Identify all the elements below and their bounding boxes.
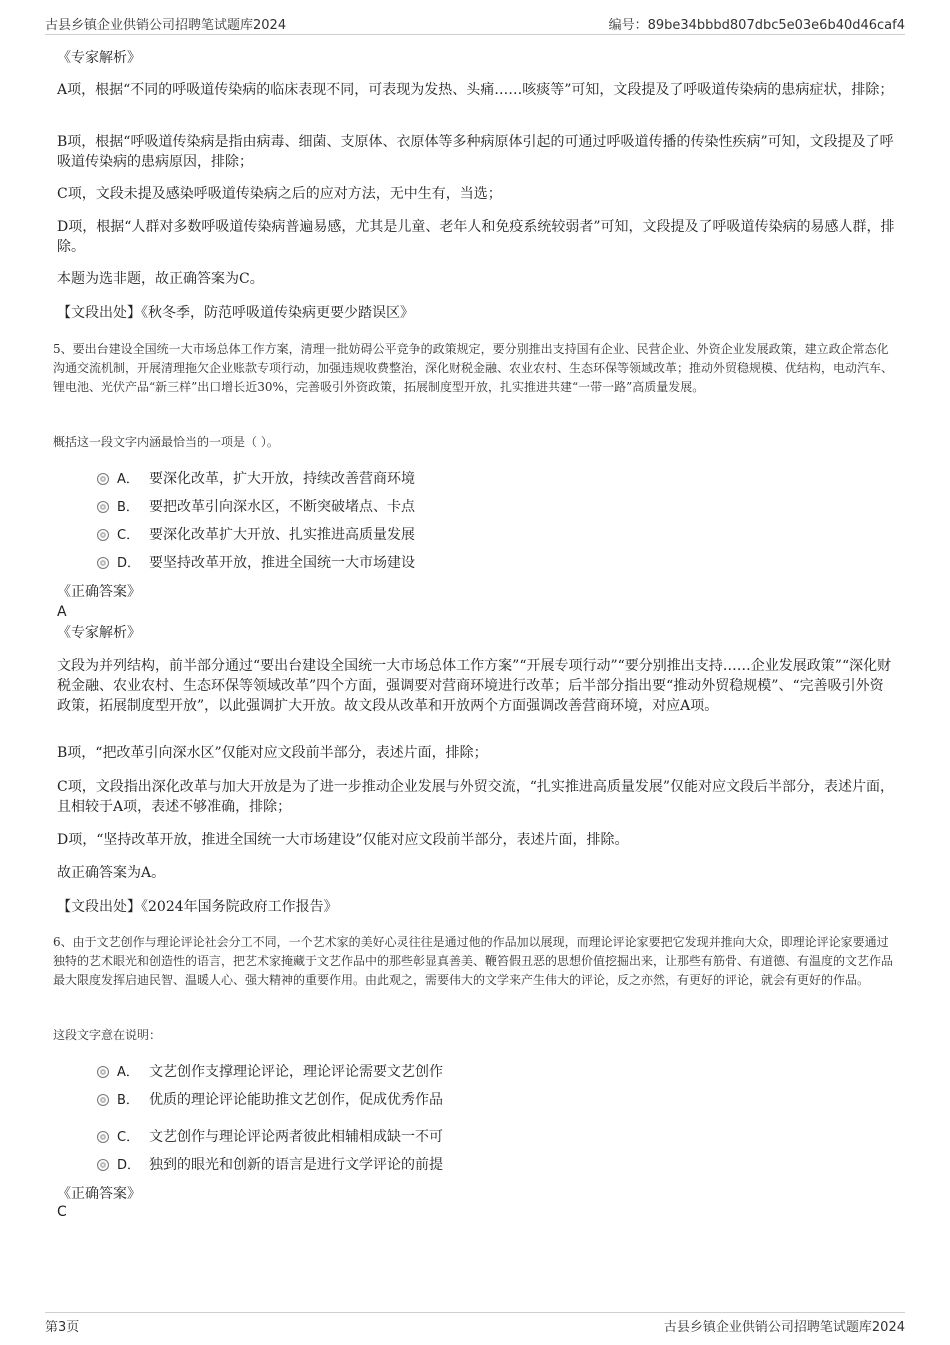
q6-question: 这段文字意在说明： bbox=[53, 1028, 162, 1042]
radio-icon[interactable] bbox=[97, 529, 109, 541]
q6-option-a[interactable] bbox=[97, 1062, 443, 1083]
q5-answer-label: 《正确答案》 bbox=[57, 584, 141, 600]
option-letter: B． bbox=[117, 1093, 139, 1108]
option-letter: C． bbox=[117, 1130, 140, 1145]
q4-analysis-label: 《专家解析》 bbox=[57, 50, 141, 66]
q5-question: 概括这一段文字内涵最恰当的一项是（ ）。 bbox=[53, 435, 279, 449]
option-text: 要把改革引向深水区，不断突破堵点、卡点 bbox=[149, 499, 415, 515]
q6-option-d[interactable] bbox=[97, 1155, 443, 1176]
option-text: 文艺创作支撑理论评论，理论评论需要文艺创作 bbox=[149, 1064, 443, 1080]
q6-answer: C bbox=[57, 1204, 67, 1220]
q5-answer: A bbox=[57, 604, 67, 620]
q4-analysis-b: B项，根据“呼吸道传染病是指由病毒、细菌、支原体、衣原体等多种病原体引起的可通过呼吸道传播的传染性疾病”可知，文段提及了呼吸道传染病的患病原因，排除； bbox=[57, 134, 894, 170]
option-text: 独到的眼光和创新的语言是进行文学评论的前提 bbox=[149, 1157, 443, 1173]
radio-icon[interactable] bbox=[97, 1131, 109, 1143]
q5-option-c[interactable] bbox=[97, 525, 415, 546]
q5-option-d[interactable] bbox=[97, 553, 415, 574]
option-text: 文艺创作与理论评论两者彼此相辅相成缺一不可 bbox=[149, 1129, 443, 1145]
footer-title: 古县乡镇企业供销公司招聘笔试题库2024 bbox=[663, 1320, 905, 1335]
option-text: 要深化改革扩大开放、扎实推进高质量发展 bbox=[149, 527, 415, 543]
q5-analysis-d: D项，“坚持改革开放，推进全国统一大市场建设”仅能对应文段前半部分，表述片面，排除。 bbox=[57, 832, 629, 848]
page-header bbox=[45, 14, 905, 35]
option-text: 要坚持改革开放，推进全国统一大市场建设 bbox=[149, 555, 415, 571]
radio-icon[interactable] bbox=[97, 1094, 109, 1106]
q4-analysis-c: C项，文段未提及感染呼吸道传染病之后的应对方法，无中生有，当选； bbox=[57, 186, 502, 202]
option-letter: D． bbox=[117, 556, 141, 571]
q5-analysis: 文段为并列结构，前半部分通过“要出台建设全国统一大市场总体工作方案”“开展专项行动”“要分别推出支持……企业发展政策”“深化财税金融、农业农村、生态环保等领域改革”四个方面，强调要对营商环境进行改革；后半部分指出要“推动外贸稳规模”、“完善吸引外资政策，拓展制度型开放”，以此强调扩大开放。故文段从改革和开放两个方面强调改善营商环境，对应A项。 bbox=[57, 658, 892, 714]
header-title: 古县乡镇企业供销公司招聘笔试题库2024 bbox=[45, 18, 287, 33]
header-code: 编号：89be34bbbd807dbc5e03e6b40d46caf4 bbox=[608, 18, 905, 33]
option-text: 优质的理论评论能助推文艺创作，促成优秀作品 bbox=[149, 1092, 443, 1108]
option-letter: A． bbox=[117, 472, 139, 487]
q5-stem: 5、要出台建设全国统一大市场总体工作方案，清理一批妨碍公平竞争的政策规定，要分别推出支持国有企业、民营企业、外资企业发展政策，建立政企常态化沟通交流机制，开展清理拖欠企业账款专项行动，加强违规收费整治，深化财税金融、农业农村、生态环保等领域改革；推动外贸稳规模、优结构，电动汽车、锂电池、光伏产品“新三样”出口增长近30%，完善吸引外资政策，拓展制度型开放，扎实推进共建“一带一路”高质量发展。 bbox=[53, 342, 894, 394]
radio-icon[interactable] bbox=[97, 557, 109, 569]
q6-option-c[interactable] bbox=[97, 1127, 443, 1148]
option-letter: D． bbox=[117, 1158, 141, 1173]
option-text: 要深化改革，扩大开放，持续改善营商环境 bbox=[149, 471, 415, 487]
q6-stem: 6、由于文艺创作与理论评论社会分工不同，一个艺术家的美好心灵往往是通过他的作品加以展现，而理论评论家要把它发现并推向大众，即理论评论家要通过独特的艺术眼光和创造性的语言，把艺术家掩藏于文艺作品中的那些彰显真善美、鞭笞假丑恶的思想价值挖掘出来，让那些有筋骨、有道德、有温度的文艺作品最大限度发挥启迪民智、温暖人心、强大精神的重要作用。由此观之，需要伟大的文学来产生伟大的评论，反之亦然，有更好的评论，就会有更好的作品。 bbox=[53, 935, 894, 987]
q4-source: 【文段出处】《秋冬季，防范呼吸道传染病更要少踏误区》 bbox=[57, 305, 414, 321]
radio-icon[interactable] bbox=[97, 501, 109, 513]
q5-conclusion: 故正确答案为A。 bbox=[57, 865, 166, 881]
q4-analysis-a: A项，根据“不同的呼吸道传染病的临床表现不同，可表现为发热、头痛……咳痰等”可知，文段提及了呼吸道传染病的患病症状，排除； bbox=[57, 82, 894, 98]
q6-answer-label: 《正确答案》 bbox=[57, 1186, 141, 1202]
footer-page-number: 第3页 bbox=[45, 1320, 80, 1335]
option-letter: C． bbox=[117, 528, 140, 543]
q4-conclusion: 本题为选非题，故正确答案为C。 bbox=[57, 271, 264, 287]
radio-icon[interactable] bbox=[97, 1159, 109, 1171]
q5-option-b[interactable] bbox=[97, 497, 415, 518]
option-letter: A． bbox=[117, 1065, 139, 1080]
option-letter: B． bbox=[117, 500, 139, 515]
radio-icon[interactable] bbox=[97, 473, 109, 485]
q5-analysis-label: 《专家解析》 bbox=[57, 625, 141, 641]
q5-analysis-c: C项，文段指出深化改革与加大开放是为了进一步推动企业发展与外贸交流，“扎实推进高质量发展”仅能对应文段后半部分，表述片面，且相较于A项，表述不够准确，排除； bbox=[57, 779, 895, 815]
q6-option-b[interactable] bbox=[97, 1090, 443, 1111]
q5-source: 【文段出处】《2024年国务院政府工作报告》 bbox=[57, 899, 338, 915]
q5-analysis-b: B项，“把改革引向深水区”仅能对应文段前半部分，表述片面，排除； bbox=[57, 745, 488, 761]
q5-option-a[interactable] bbox=[97, 469, 415, 490]
q4-analysis-d: D项，根据“人群对多数呼吸道传染病普遍易感，尤其是儿童、老年人和免疫系统较弱者”可知，文段提及了呼吸道传染病的易感人群，排除。 bbox=[57, 219, 895, 255]
page-footer bbox=[45, 1312, 905, 1336]
radio-icon[interactable] bbox=[97, 1066, 109, 1078]
